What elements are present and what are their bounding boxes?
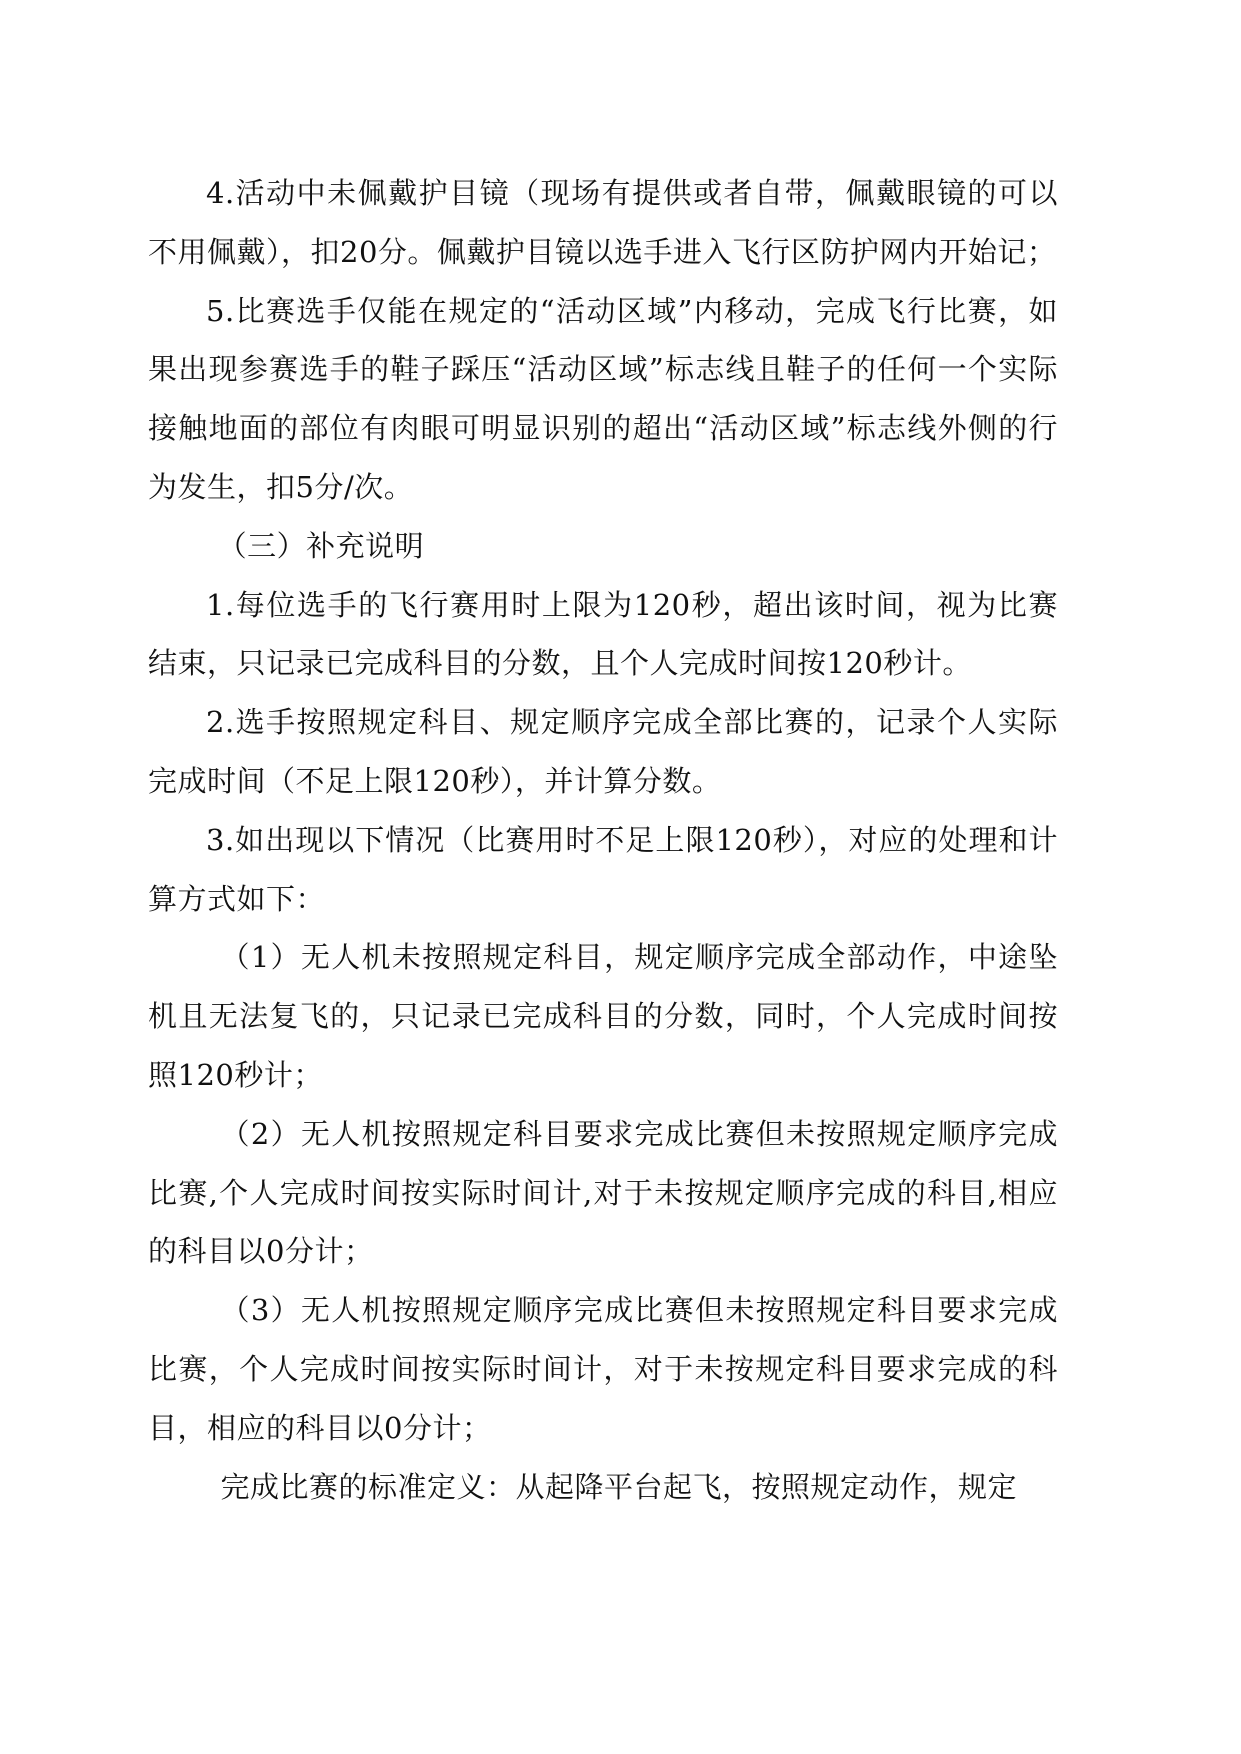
rule-4-paragraph: 4.活动中未佩戴护目镜（现场有提供或者自带，佩戴眼镜的可以不用佩戴），扣20分。佩戴护目镜以选手进入飞行区防护网内开始记； xyxy=(148,176,1058,269)
note-2-paragraph: 2.选手按照规定科目、规定顺序完成全部比赛的，记录个人实际完成时间（不足上限120秒），并计算分数。 xyxy=(148,705,1058,798)
document-body xyxy=(148,164,1058,1516)
section-heading-supplementary: （三）补充说明 xyxy=(217,528,425,563)
case-1-paragraph: （1）无人机未按照规定科目，规定顺序完成全部动作，中途坠机且无法复飞的，只记录已完成科目的分数，同时，个人完成时间按照120秒计； xyxy=(148,940,1058,1092)
definition-paragraph: 完成比赛的标准定义：从起降平台起飞，按照规定动作，规定 xyxy=(220,1469,1018,1504)
note-1-paragraph: 1.每位选手的飞行赛用时上限为120秒，超出该时间，视为比赛结束，只记录已完成科目的分数，且个人完成时间按120秒计。 xyxy=(148,587,1058,681)
case-2-paragraph: （2）无人机按照规定科目要求完成比赛但未按照规定顺序完成比赛,个人完成时间按实际时间计,对于未按规定顺序完成的科目,相应的科目以0分计； xyxy=(148,1116,1058,1269)
note-3-paragraph: 3.如出现以下情况（比赛用时不足上限120秒），对应的处理和计算方式如下： xyxy=(148,822,1058,916)
rule-5-paragraph: 5.比赛选手仅能在规定的“活动区域”内移动，完成飞行比赛，如果出现参赛选手的鞋子踩压“活动区域”标志线且鞋子的任何一个实际接触地面的部位有肉眼可明显识别的超出“活动区域”标志线外侧的行为发生，扣5分/次。 xyxy=(148,293,1058,504)
case-3-paragraph: （3）无人机按照规定顺序完成比赛但未按照规定科目要求完成比赛，个人完成时间按实际时间计，对于未按规定科目要求完成的科目，相应的科目以0分计； xyxy=(148,1293,1058,1445)
